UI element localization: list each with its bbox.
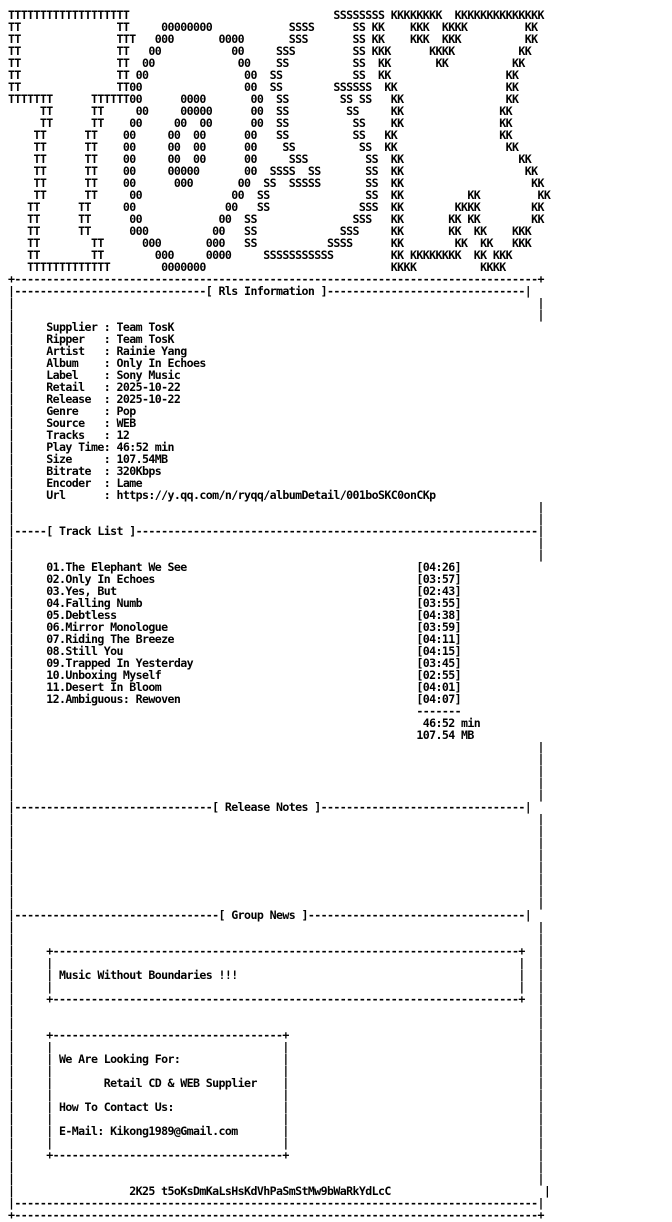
nfo-line: | | (8, 1004, 544, 1018)
nfo-line: TT TT 00 00 00 00 SS SS KK KK (8, 116, 513, 130)
nfo-line: | 07.Riding The Breeze [04:11] (8, 632, 461, 646)
nfo-line: TT TT 00 00 00 00 SSS SS KK KK (8, 152, 532, 166)
nfo-line: | | (8, 896, 544, 910)
nfo-line: | | | | (8, 1040, 544, 1054)
nfo-line: | | We Are Looking For: | | (8, 1052, 544, 1066)
nfo-line: |-------------------------------[ Release Notes ]--------------------------------| (8, 800, 532, 814)
nfo-line: | Artist : Rainie Yang (8, 344, 187, 358)
nfo-line: TT TTT 000 0000 SSS SS KK KKK KKK KK (8, 32, 538, 46)
nfo-line: | 2K25 t5oKsDmKaLsHsKdVhPaSmStMw9bWaRkYdLcC | (8, 1184, 551, 1198)
nfo-line: TT TT 00 00 00 00 SS SS KK KK (8, 140, 519, 154)
nfo-line: | Release : 2025-10-22 (8, 392, 181, 406)
nfo-line: | | (8, 308, 544, 322)
nfo-line: | Source : WEB (8, 416, 136, 430)
nfo-line: |------------------------------[ Rls Information ]-------------------------------| (8, 284, 532, 298)
nfo-line: | | (8, 920, 544, 934)
nfo-line: | | | | (8, 1088, 544, 1102)
nfo-line: | | | | (8, 980, 544, 994)
nfo-document (8, 9, 550, 1221)
nfo-line: | | (8, 884, 544, 898)
nfo-line: TT TT00 00 SS SSSSSS KK KK (8, 80, 519, 94)
nfo-line: | | E-Mail: Kikong1989@Gmail.com | | (8, 1124, 544, 1138)
nfo-line: | 01.The Elephant We See [04:26] (8, 560, 461, 574)
nfo-line: | | (8, 776, 544, 790)
nfo-line: | 08.Still You [04:15] (8, 644, 461, 658)
nfo-line: | Play Time: 46:52 min (8, 440, 174, 454)
nfo-line: | | (8, 860, 544, 874)
nfo-line: | | (8, 512, 544, 526)
nfo-line: TT TT 00 00 SS SS KK KK KK (8, 56, 525, 70)
nfo-line: +----------------------------------------------------------------------------------+ (8, 1208, 544, 1222)
nfo-line: | Label : Sony Music (8, 368, 181, 382)
nfo-line: TT TT 000 000 SS SSSS KK KK KK KKK (8, 236, 532, 250)
nfo-line: | 04.Falling Numb [03:55] (8, 596, 461, 610)
nfo-line: TT TT 00 00 SS SSS KK KKKK KK (8, 200, 544, 214)
nfo-line: | | (8, 836, 544, 850)
nfo-line: | | | | (8, 1136, 544, 1150)
nfo-line: | 09.Trapped In Yesterday [03:45] (8, 656, 461, 670)
nfo-line: TT TT 00 00 SS SS KK KK KK (8, 188, 551, 202)
nfo-line: | | (8, 296, 544, 310)
nfo-line: |----------------------------------------------------------------------------------| (8, 1196, 544, 1210)
nfo-line: | +-------------------------------------------------------------------------+ | (8, 944, 544, 958)
nfo-line: | 46:52 min (8, 716, 481, 730)
nfo-line: | | (8, 764, 544, 778)
nfo-line: | Tracks : 12 (8, 428, 130, 442)
nfo-line: | | (8, 740, 544, 754)
nfo-line: TTTTTTTTTTTTT 0000000 KKKK KKKK (8, 260, 506, 274)
nfo-line: | | (8, 548, 544, 562)
nfo-line: TT TT 000 0000 SSSSSSSSSSS KK KKKKKKKK KK KKK (8, 248, 513, 262)
nfo-line: | | (8, 1172, 544, 1186)
nfo-line: | | Retail CD & WEB Supplier | | (8, 1076, 544, 1090)
nfo-line: | Encoder : Lame (8, 476, 142, 490)
nfo-line: TT TT 00 00000 00 SS SS KK KK (8, 104, 513, 118)
nfo-line: | +-------------------------------------------------------------------------+ | (8, 992, 544, 1006)
nfo-line: | 06.Mirror Monologue [03:59] (8, 620, 461, 634)
nfo-line: | 10.Unboxing Myself [02:55] (8, 668, 461, 682)
nfo-line: | | (8, 1016, 544, 1030)
nfo-line: | | (8, 752, 544, 766)
nfo-line: |--------------------------------[ Group News ]----------------------------------| (8, 908, 532, 922)
nfo-line: | | (8, 788, 544, 802)
nfo-line: | | (8, 824, 544, 838)
nfo-line: | | How To Contact Us: | | (8, 1100, 544, 1114)
nfo-line: | 12.Ambiguous: Rewoven [04:07] (8, 692, 461, 706)
nfo-line: TTTTTTTTTTTTTTTTTTT SSSSSSSS KKKKKKKK KKKKKKKKKKKKKK (8, 8, 544, 22)
nfo-line: | | | | (8, 956, 544, 970)
nfo-line: | Genre : Pop (8, 404, 136, 418)
nfo-line: | | (8, 536, 544, 550)
nfo-line: | | Music Without Boundaries !!! | | (8, 968, 544, 982)
nfo-line: | Size : 107.54MB (8, 452, 168, 466)
nfo-line: +----------------------------------------------------------------------------------+ (8, 272, 544, 286)
nfo-line: | | | | (8, 1112, 544, 1126)
nfo-line: | | (8, 848, 544, 862)
nfo-line: TT TT 00 00 00 00 SS SS KK KK (8, 128, 513, 142)
nfo-line: | 107.54 MB (8, 728, 474, 742)
nfo-line: | +------------------------------------+ | (8, 1028, 544, 1042)
nfo-line: | | (8, 932, 544, 946)
nfo-line: TTTTTTT TTTTTT00 0000 00 SS SS SS KK KK (8, 92, 519, 106)
nfo-line: | | (8, 872, 544, 886)
nfo-line: | +------------------------------------+ | (8, 1148, 544, 1162)
nfo-line: | | | | (8, 1064, 544, 1078)
nfo-line: | | (8, 812, 544, 826)
nfo-line: TT TT 00 00 SS SS KK KK (8, 68, 519, 82)
nfo-line: | 05.Debtless [04:38] (8, 608, 461, 622)
nfo-line: | ------- (8, 704, 461, 718)
nfo-line: | 03.Yes, But [02:43] (8, 584, 461, 598)
nfo-line: | | (8, 500, 544, 514)
nfo-line: | Supplier : Team TosK (8, 320, 174, 334)
nfo-line: | 02.Only In Echoes [03:57] (8, 572, 461, 586)
nfo-line: | | (8, 1160, 544, 1174)
nfo-line: TT TT 00000000 SSSS SS KK KKK KKKK KK (8, 20, 538, 34)
nfo-line: | Retail : 2025-10-22 (8, 380, 181, 394)
nfo-line: TT TT 00 00 SSS SS KKK KKKK KK (8, 44, 532, 58)
nfo-line: | 11.Desert In Bloom [04:01] (8, 680, 461, 694)
nfo-line: | Ripper : Team TosK (8, 332, 174, 346)
nfo-line: TT TT 00 00 SS SSS KK KK KK KK (8, 212, 544, 226)
nfo-line: TT TT 00 00000 00 SSSS SS SS KK KK (8, 164, 538, 178)
nfo-line: TT TT 00 000 00 SS SSSSS SS KK KK (8, 176, 544, 190)
nfo-line: | Url : https://y.qq.com/n/ryqq/albumDetail/001boSKC0onCKp (8, 488, 436, 502)
nfo-line: | Bitrate : 320Kbps (8, 464, 162, 478)
nfo-line: TT TT 000 00 SS SSS KK KK KK KKK (8, 224, 532, 238)
nfo-line: |-----[ Track List ]---------------------------------------------------------------| (8, 524, 544, 538)
nfo-line: | Album : Only In Echoes (8, 356, 206, 370)
